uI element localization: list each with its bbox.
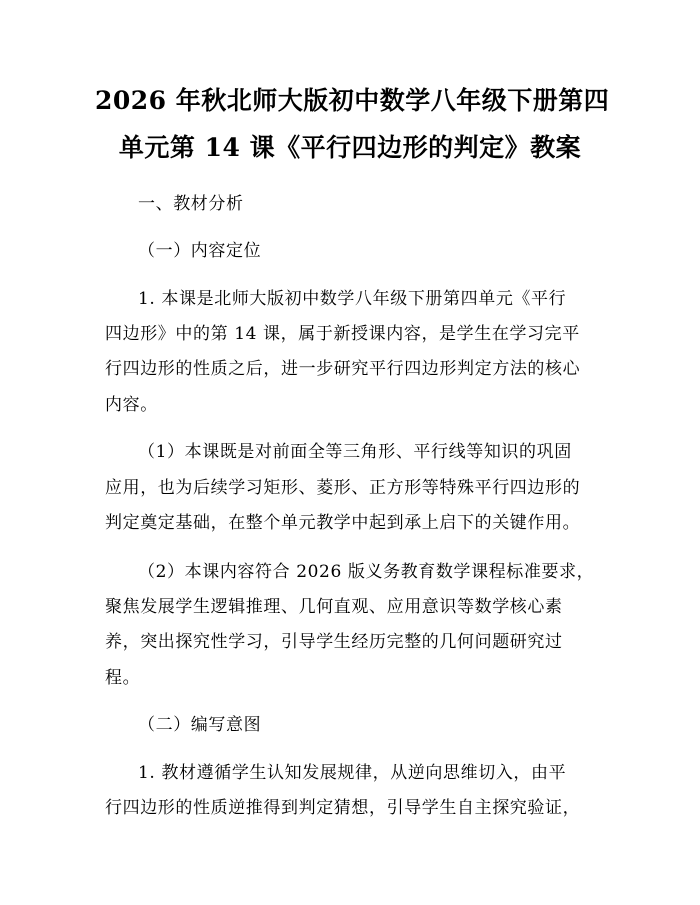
paragraph-line: 聚焦发展学生逻辑推理、几何直观、应用意识等数学核心素: [105, 597, 563, 617]
paragraph-line: 行四边形的性质之后，进一步研究平行四边形判定方法的核心: [105, 359, 581, 379]
paragraph-line: 应用，也为后续学习矩形、菱形、正方形等特殊平行四边形的: [105, 478, 581, 498]
paragraph-line: （1）本课既是对前面全等三角形、平行线等知识的巩固: [138, 442, 572, 462]
document-title-line-1: 2026 年秋北师大版初中数学八年级下册第四: [95, 86, 610, 115]
paragraph-line: （2）本课内容符合 2026 版义务教育数学课程标准要求，: [138, 562, 595, 582]
document-title-line-2: 单元第 14 课《平行四边形的判定》教案: [118, 133, 582, 162]
section-heading: 一、教材分析: [138, 194, 244, 214]
paragraph-line: 1. 教材遵循学生认知发展规律，从逆向思维切入，由平: [138, 763, 567, 783]
paragraph-line: 1. 本课是北师大版初中数学八年级下册第四单元《平行: [138, 289, 567, 309]
paragraph-line: 内容。: [105, 395, 158, 415]
paragraph-line: 四边形》中的第 14 课，属于新授课内容，是学生在学习完平: [105, 324, 580, 344]
paragraph-line: 判定奠定基础，在整个单元教学中起到承上启下的关键作用。: [105, 513, 581, 533]
paragraph-line: 程。: [105, 668, 141, 688]
subsection-heading: （二）编写意图: [138, 715, 262, 735]
paragraph-line: 行四边形的性质逆推得到判定猜想，引导学生自主探究验证，: [105, 798, 581, 818]
paragraph-line: 养，突出探究性学习，引导学生经历完整的几何问题研究过: [105, 632, 563, 652]
subsection-heading: （一）内容定位: [138, 241, 262, 261]
